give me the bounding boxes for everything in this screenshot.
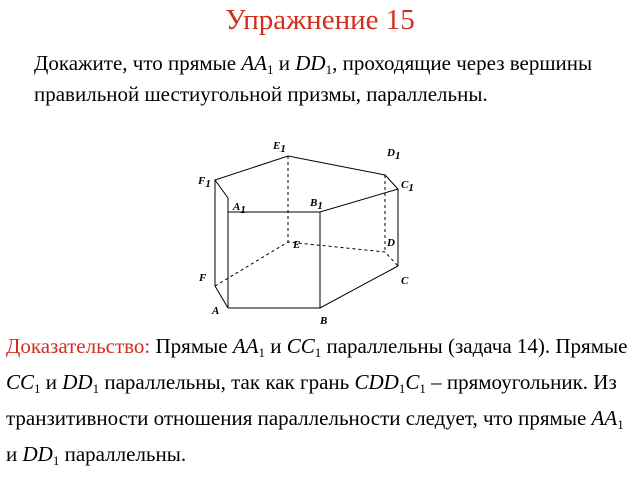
label-b1: B1 <box>310 197 323 212</box>
slide-title: Упражнение 15 <box>225 4 415 36</box>
label-d: D <box>387 237 395 249</box>
hexagonal-prism-figure <box>190 136 420 326</box>
label-e1: E1 <box>273 140 286 155</box>
label-d1: D1 <box>387 147 401 162</box>
label-b: B <box>320 315 328 326</box>
label-c: C <box>401 275 409 287</box>
label-f: F <box>199 272 207 284</box>
problem-statement: Докажите, что прямые $AA_1$ и $DD_1$, проходящие через вершины правильной шестиугольной призмы, параллельны. <box>34 51 593 106</box>
label-c1: C1 <box>401 179 414 194</box>
label-a1: A1 <box>233 201 246 216</box>
label-f1: F1 <box>198 175 211 190</box>
label-a: A <box>212 305 220 317</box>
hidden-bottom-edges <box>215 242 398 286</box>
bottom-visible-edges <box>228 266 398 308</box>
proof-text: Доказательство: Прямые $AA_1$ и $CC_1$ параллельны (задача 14). Прямые $CC_1$ и $DD_1$ параллельны, так как грань $CDD_1C_1$ – прямоугольник. Из транзитивности отношения параллельности следует, что прямые $AA_1$ и $DD_1$ параллельны. <box>6 334 628 468</box>
label-e: E <box>293 239 301 251</box>
